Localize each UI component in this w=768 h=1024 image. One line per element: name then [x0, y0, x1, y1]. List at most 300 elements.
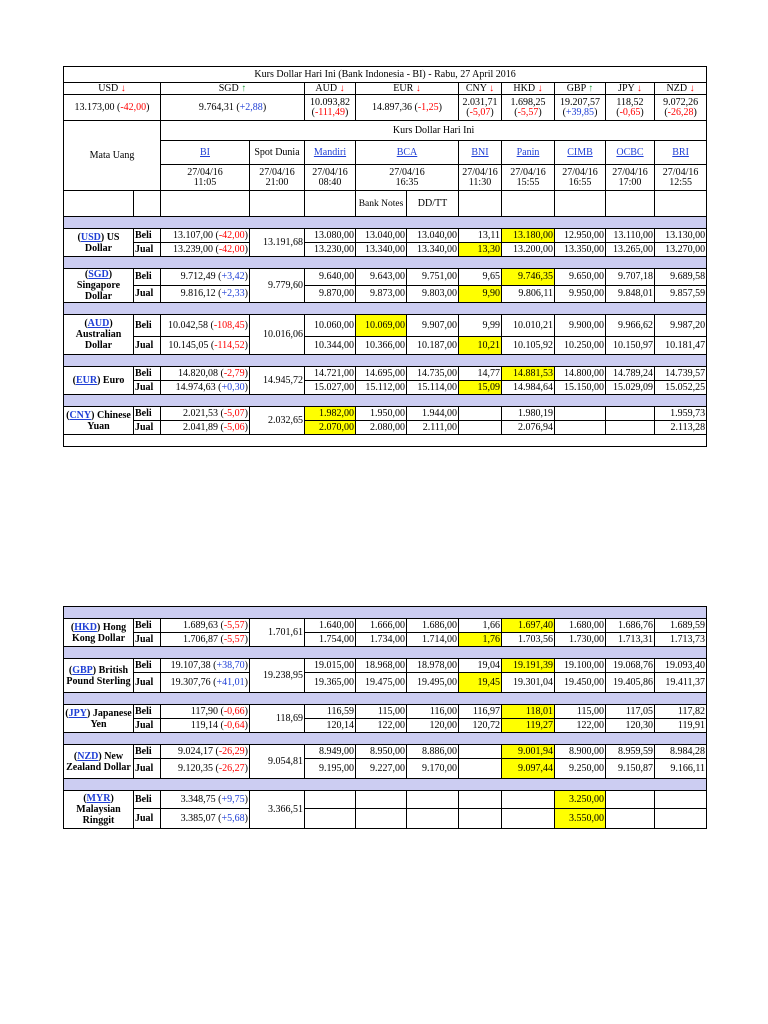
bank-link-bi[interactable]: BI	[200, 146, 210, 158]
bca-bn-beli-jpy: 115,00	[356, 705, 407, 719]
bank-date: 27/04/16	[312, 166, 348, 178]
mandiri-beli-hkd: 1.640,00	[305, 619, 356, 633]
currency-name-sgd: (SGD) Singapore Dollar	[64, 269, 134, 303]
summary-code: USD	[98, 82, 119, 94]
cimb-jual-usd: 13.350,00	[555, 243, 606, 257]
bi-rate: 13.107,00	[172, 229, 213, 241]
cimb-jual-nzd: 9.250,00	[555, 759, 606, 779]
bca-bn-beli-nzd: 8.950,00	[356, 745, 407, 759]
bank-label-spot-dunia: Spot Dunia	[254, 146, 300, 158]
summary-code: AUD	[315, 82, 338, 94]
summary-change: -1,25	[417, 101, 439, 113]
summary-change: -111,49	[314, 106, 346, 118]
bank-link-panin[interactable]: Panin	[516, 146, 540, 158]
bank-date: 27/04/16	[389, 166, 425, 178]
bi-rate: 9.120,35	[177, 762, 213, 774]
currency-full-name: Japanese Yen	[90, 707, 132, 730]
bank-time-panin	[502, 165, 555, 191]
bi-jual-sgd: 9.816,12 (+2,33)	[161, 286, 250, 303]
beli-label: Beli	[134, 659, 161, 673]
table-subtitle: Kurs Dollar Hari Ini	[161, 121, 707, 141]
summary-gbp	[555, 83, 606, 95]
bank-date: 27/04/16	[462, 166, 498, 178]
bi-beli-myr: 3.348,75 (+9,75)	[161, 791, 250, 809]
bca-tt-beli-nzd: 8.886,00	[407, 745, 459, 759]
bank-header-panin	[502, 141, 555, 165]
mandiri-beli-gbp: 19.015,00	[305, 659, 356, 673]
summary-cny	[459, 83, 502, 95]
bca-tt-beli-usd: 13.040,00	[407, 229, 459, 243]
mandiri-beli-sgd: 9.640,00	[305, 269, 356, 286]
bca-bn-beli-cny: 1.950,00	[356, 407, 407, 421]
bri-jual-eur: 15.052,25	[655, 381, 707, 395]
mandiri-jual-usd: 13.230,00	[305, 243, 356, 257]
panin-jual-nzd: 9.097,44	[502, 759, 555, 779]
bri-beli-eur: 14.739,57	[655, 367, 707, 381]
bank-link-cimb[interactable]: CIMB	[567, 146, 593, 158]
bca-tt-jual-jpy: 120,00	[407, 719, 459, 733]
summary-change: -5,07	[469, 106, 491, 118]
currency-link-jpy[interactable]: JPY	[68, 707, 87, 719]
bni-beli-gbp: 19,04	[459, 659, 502, 673]
bni-beli-aud: 9,99	[459, 315, 502, 337]
bank-date: 27/04/16	[612, 166, 648, 178]
bca-tt-jual-sgd: 9.803,00	[407, 286, 459, 303]
currency-full-name: Australian Dollar	[75, 329, 122, 351]
ocbc-beli-gbp: 19.068,76	[606, 659, 655, 673]
mandiri-beli-myr	[305, 791, 356, 809]
separator-row	[64, 395, 707, 407]
arrow-down-icon: ↓	[120, 82, 126, 94]
bca-bn-beli-usd: 13.040,00	[356, 229, 407, 243]
bi-change: +5,68	[221, 812, 245, 824]
currency-row-myr-jual	[64, 809, 707, 829]
summary-value-usd: 13.173,00 (-42,00)	[64, 95, 161, 121]
bank-link-bca[interactable]: BCA	[396, 146, 418, 158]
summary-sgd	[161, 83, 305, 95]
cimb-jual-sgd: 9.950,00	[555, 286, 606, 303]
bni-beli-nzd	[459, 745, 502, 759]
arrow-up-icon: ↑	[588, 82, 594, 94]
arrow-down-icon: ↓	[689, 82, 695, 94]
bca-bn-beli-sgd: 9.643,00	[356, 269, 407, 286]
separator-row	[64, 647, 707, 659]
bni-jual-sgd: 9,90	[459, 286, 502, 303]
currency-row-hkd-jual	[64, 633, 707, 647]
bri-beli-nzd: 8.984,28	[655, 745, 707, 759]
bi-jual-gbp: 19.307,76 (+41,01)	[161, 673, 250, 693]
bi-rate: 9.712,49	[180, 271, 216, 282]
bi-change: -2,79	[223, 367, 245, 379]
bi-rate: 14.820,08	[177, 367, 218, 379]
bca-bn-jual-nzd: 9.227,00	[356, 759, 407, 779]
bank-link-bri[interactable]: BRI	[672, 146, 689, 158]
summary-change: +2,88	[239, 101, 263, 113]
bca-tt-beli-gbp: 18.978,00	[407, 659, 459, 673]
bca-bn-beli-eur: 14.695,00	[356, 367, 407, 381]
mandiri-jual-nzd: 9.195,00	[305, 759, 356, 779]
bri-jual-aud: 10.181,47	[655, 337, 707, 355]
summary-value-jpy: 118,52 (-0,65)	[606, 95, 655, 121]
bca-tt-jual-myr	[407, 809, 459, 829]
spot-dunia-cny: 2.032,65	[250, 407, 305, 435]
panin-jual-aud: 10.105,92	[502, 337, 555, 355]
summary-change: -42,00	[120, 101, 147, 113]
currency-full-name: British Pound Sterling	[66, 664, 131, 687]
ocbc-beli-jpy: 117,05	[606, 705, 655, 719]
arrow-down-icon: ↓	[489, 82, 495, 94]
bri-beli-sgd: 9.689,58	[655, 269, 707, 286]
bi-change: +3,42	[221, 271, 245, 282]
bi-rate: 1.706,87	[182, 633, 218, 645]
bank-time: 08:40	[318, 176, 342, 188]
beli-label: Beli	[134, 367, 161, 381]
bi-beli-aud: 10.042,58 (-108,45)	[161, 315, 250, 337]
bca-tt-jual-eur: 15.114,00	[407, 381, 459, 395]
arrow-down-icon: ↓	[415, 82, 421, 94]
bi-beli-gbp: 19.107,38 (+38,70)	[161, 659, 250, 673]
summary-rate: 2.031,71	[462, 96, 498, 108]
bca-bn-jual-jpy: 122,00	[356, 719, 407, 733]
mandiri-beli-usd: 13.080,00	[305, 229, 356, 243]
currency-link-aud[interactable]: AUD	[87, 318, 110, 329]
ocbc-beli-sgd: 9.707,18	[606, 269, 655, 286]
bca-bn-beli-hkd: 1.666,00	[356, 619, 407, 633]
currency-full-name: Euro	[102, 375, 125, 386]
mandiri-beli-cny: 1.982,00	[305, 407, 356, 421]
bni-beli-myr	[459, 791, 502, 809]
currency-link-usd[interactable]: USD	[80, 231, 101, 243]
currency-full-name: New Zealand Dollar	[66, 750, 131, 773]
bi-change: +2,33	[221, 288, 245, 299]
bni-jual-jpy: 120,72	[459, 719, 502, 733]
summary-change: -0,65	[619, 106, 641, 118]
ocbc-jual-aud: 10.150,97	[606, 337, 655, 355]
mandiri-jual-hkd: 1.754,00	[305, 633, 356, 647]
bank-link-ocbc[interactable]: OCBC	[616, 146, 644, 158]
bank-header-mandiri	[305, 141, 356, 165]
bri-beli-cny: 1.959,73	[655, 407, 707, 421]
currency-name-myr: (MYR) Malaysian Ringgit	[64, 791, 134, 829]
currency-row-gbp-beli	[64, 659, 707, 673]
cimb-beli-cny	[555, 407, 606, 421]
summary-value-hkd: 1.698,25 (-5,57)	[502, 95, 555, 121]
currency-row-cny-jual	[64, 421, 707, 435]
currency-row-sgd-beli	[64, 269, 707, 286]
ocbc-jual-eur: 15.029,09	[606, 381, 655, 395]
bca-tt-jual-nzd: 9.170,00	[407, 759, 459, 779]
bni-beli-eur: 14,77	[459, 367, 502, 381]
currency-link-sgd[interactable]: SGD	[88, 269, 109, 280]
bi-jual-usd: 13.239,00 (-42,00)	[161, 243, 250, 257]
bca-bn-jual-gbp: 19.475,00	[356, 673, 407, 693]
currency-row-eur-jual	[64, 381, 707, 395]
bi-jual-myr: 3.385,07 (+5,68)	[161, 809, 250, 829]
currency-row-cny-beli	[64, 407, 707, 421]
ocbc-beli-cny	[606, 407, 655, 421]
bri-jual-jpy: 119,91	[655, 719, 707, 733]
separator-cell	[64, 303, 707, 315]
currency-name-jpy: (JPY) Japanese Yen	[64, 705, 134, 733]
bi-rate: 9.024,17	[177, 745, 213, 757]
bank-time-bni	[459, 165, 502, 191]
bi-rate: 3.385,07	[180, 812, 216, 824]
bi-change: -5,57	[223, 619, 245, 631]
bi-change: -42,00	[218, 229, 245, 241]
currency-link-cny[interactable]: CNY	[69, 409, 92, 421]
summary-value-sgd: 9.764,31 (+2,88)	[161, 95, 305, 121]
bi-change: -42,00	[218, 243, 245, 255]
bank-time: 11:05	[193, 176, 217, 188]
bni-jual-eur: 15,09	[459, 381, 502, 395]
summary-change: -26,28	[667, 106, 694, 118]
bank-time-spot-dunia	[250, 165, 305, 191]
bca-tt-beli-aud: 9.907,00	[407, 315, 459, 337]
summary-usd	[64, 83, 161, 95]
spot-dunia-hkd: 1.701,61	[250, 619, 305, 647]
mandiri-jual-aud: 10.344,00	[305, 337, 356, 355]
bi-jual-jpy: 119,14 (-0,64)	[161, 719, 250, 733]
cimb-beli-jpy: 115,00	[555, 705, 606, 719]
mandiri-beli-nzd: 8.949,00	[305, 745, 356, 759]
summary-eur	[356, 83, 459, 95]
panin-beli-aud: 10.010,21	[502, 315, 555, 337]
spot-dunia-myr: 3.366,51	[250, 791, 305, 829]
bi-jual-hkd: 1.706,87 (-5,57)	[161, 633, 250, 647]
bi-change: -5,57	[223, 633, 245, 645]
ocbc-jual-sgd: 9.848,01	[606, 286, 655, 303]
cimb-jual-hkd: 1.730,00	[555, 633, 606, 647]
bi-rate: 13.239,00	[172, 243, 213, 255]
panin-beli-eur: 14.881,53	[502, 367, 555, 381]
jual-label: Jual	[134, 719, 161, 733]
summary-rate: 118,52	[616, 96, 644, 108]
summary-code: EUR	[393, 82, 414, 94]
cimb-beli-myr: 3.250,00	[555, 791, 606, 809]
mandiri-beli-aud: 10.060,00	[305, 315, 356, 337]
separator-row	[64, 733, 707, 745]
cimb-jual-gbp: 19.450,00	[555, 673, 606, 693]
bank-header-ocbc	[606, 141, 655, 165]
cimb-jual-cny	[555, 421, 606, 435]
bca-bn-beli-myr	[356, 791, 407, 809]
panin-jual-myr	[502, 809, 555, 829]
bri-jual-gbp: 19.411,37	[655, 673, 707, 693]
bi-rate: 2.041,89	[182, 421, 218, 433]
bank-times-row	[64, 165, 707, 191]
currency-row-aud-jual	[64, 337, 707, 355]
trailing-empty-cell	[64, 435, 707, 447]
cimb-beli-hkd: 1.680,00	[555, 619, 606, 633]
bi-beli-jpy: 117,90 (-0,66)	[161, 705, 250, 719]
cimb-beli-eur: 14.800,00	[555, 367, 606, 381]
bni-beli-hkd: 1,66	[459, 619, 502, 633]
bank-header-cimb	[555, 141, 606, 165]
currency-link-myr[interactable]: MYR	[86, 793, 111, 804]
currency-link-nzd[interactable]: NZD	[77, 750, 99, 762]
currency-link-hkd[interactable]: HKD	[74, 621, 97, 633]
summary-value-cny: 2.031,71 (-5,07)	[459, 95, 502, 121]
bca-tt-beli-jpy: 116,00	[407, 705, 459, 719]
bank-date: 27/04/16	[662, 166, 699, 178]
ocbc-beli-eur: 14.789,24	[606, 367, 655, 381]
currency-name-aud: (AUD) Australian Dollar	[64, 315, 134, 355]
ocbc-jual-usd: 13.265,00	[606, 243, 655, 257]
ocbc-jual-gbp: 19.405,86	[606, 673, 655, 693]
currency-row-jpy-jual	[64, 719, 707, 733]
bi-rate: 2.021,53	[182, 407, 218, 419]
bank-header-bri	[655, 141, 707, 165]
panin-jual-jpy: 119,27	[502, 719, 555, 733]
summary-value-aud: 10.093,82 (-111,49)	[305, 95, 356, 121]
spot-dunia-gbp: 19.238,95	[250, 659, 305, 693]
spot-dunia-nzd: 9.054,81	[250, 745, 305, 779]
bank-time-ocbc	[606, 165, 655, 191]
currency-row-aud-beli	[64, 315, 707, 337]
bi-change: +38,70	[216, 659, 245, 671]
bri-beli-usd: 13.130,00	[655, 229, 707, 243]
bri-jual-hkd: 1.713,73	[655, 633, 707, 647]
arrow-down-icon: ↓	[636, 82, 642, 94]
ocbc-beli-nzd: 8.959,59	[606, 745, 655, 759]
bank-time-mandiri	[305, 165, 356, 191]
bank-time-bca	[356, 165, 459, 191]
separator-row	[64, 607, 707, 619]
bi-jual-nzd: 9.120,35 (-26,27)	[161, 759, 250, 779]
bi-beli-sgd: 9.712,49 (+3,42)	[161, 269, 250, 286]
mandiri-beli-jpy: 116,59	[305, 705, 356, 719]
bri-jual-nzd: 9.166,11	[655, 759, 707, 779]
separator-row	[64, 257, 707, 269]
bi-jual-eur: 14.974,63 (+0,30)	[161, 381, 250, 395]
spot-dunia-jpy: 118,69	[250, 705, 305, 733]
bi-jual-cny: 2.041,89 (-5,06)	[161, 421, 250, 435]
currency-full-name: Singapore Dollar	[76, 280, 121, 302]
summary-hkd	[502, 83, 555, 95]
ocbc-jual-cny	[606, 421, 655, 435]
currency-row-myr-beli	[64, 791, 707, 809]
currency-name-hkd: (HKD) Hong Kong Dollar	[64, 619, 134, 647]
bca-bn-jual-sgd: 9.873,00	[356, 286, 407, 303]
currency-row-jpy-beli	[64, 705, 707, 719]
bri-beli-aud: 9.987,20	[655, 315, 707, 337]
currency-name-eur: (EUR) Euro	[64, 367, 134, 395]
summary-values-row	[64, 95, 707, 121]
bi-change: +41,01	[216, 676, 245, 688]
bank-date: 27/04/16	[187, 166, 223, 178]
bi-beli-nzd: 9.024,17 (-26,29)	[161, 745, 250, 759]
kurs-table-page2	[63, 606, 707, 829]
bank-time-bi	[161, 165, 250, 191]
separator-cell	[64, 355, 707, 367]
bri-jual-usd: 13.270,00	[655, 243, 707, 257]
bank-link-bni[interactable]: BNI	[471, 146, 489, 158]
summary-rate: 19.207,57	[560, 96, 600, 108]
separator-cell	[64, 733, 707, 745]
arrow-up-icon: ↑	[241, 82, 247, 94]
currency-link-eur[interactable]: EUR	[75, 375, 98, 386]
beli-label: Beli	[134, 269, 161, 286]
summary-code: CNY	[465, 82, 487, 94]
bni-jual-usd: 13,30	[459, 243, 502, 257]
panin-jual-hkd: 1.703,56	[502, 633, 555, 647]
bank-names-row	[64, 141, 707, 165]
bri-beli-jpy: 117,82	[655, 705, 707, 719]
beli-label: Beli	[134, 619, 161, 633]
bi-rate: 117,90	[190, 705, 218, 717]
jual-label: Jual	[134, 809, 161, 829]
bi-change: -108,45	[213, 319, 245, 331]
panin-beli-usd: 13.180,00	[502, 229, 555, 243]
summary-value-gbp: 19.207,57 (+39,85)	[555, 95, 606, 121]
bi-jual-aud: 10.145,05 (-114,52)	[161, 337, 250, 355]
summary-nzd	[655, 83, 707, 95]
cimb-jual-aud: 10.250,00	[555, 337, 606, 355]
bri-jual-sgd: 9.857,59	[655, 286, 707, 303]
currency-full-name: Hong Kong Dollar	[71, 621, 127, 644]
summary-rate: 1.698,25	[510, 96, 546, 108]
bri-beli-gbp: 19.093,40	[655, 659, 707, 673]
beli-label: Beli	[134, 745, 161, 759]
bi-rate: 1.689,63	[182, 619, 218, 631]
currency-full-name: Malaysian Ringgit	[76, 804, 121, 826]
summary-rate: 14.897,36	[371, 101, 412, 113]
dd-tt-header: DD/TT	[407, 191, 459, 217]
summary-code: NZD	[666, 82, 688, 94]
spot-dunia-usd: 13.191,68	[250, 229, 305, 257]
bank-link-mandiri[interactable]: Mandiri	[313, 146, 347, 158]
summary-value-eur: 14.897,36 (-1,25)	[356, 95, 459, 121]
bi-rate: 119,14	[190, 719, 218, 731]
separator-cell	[64, 647, 707, 659]
spot-dunia-aud: 10.016,06	[250, 315, 305, 355]
bca-tt-beli-eur: 14.735,00	[407, 367, 459, 381]
cimb-beli-gbp: 19.100,00	[555, 659, 606, 673]
currency-link-gbp[interactable]: GBP	[72, 664, 93, 676]
bca-tt-beli-hkd: 1.686,00	[407, 619, 459, 633]
separator-cell	[64, 395, 707, 407]
bni-jual-aud: 10,21	[459, 337, 502, 355]
bi-change: -26,27	[218, 762, 245, 774]
beli-label: Beli	[134, 705, 161, 719]
bank-time: 17:00	[618, 176, 642, 188]
separator-cell	[64, 779, 707, 791]
bank-time: 15:55	[516, 176, 540, 188]
cimb-jual-eur: 15.150,00	[555, 381, 606, 395]
mata-uang-header: Mata Uang	[64, 121, 161, 191]
currency-name-usd: (USD) US Dollar	[64, 229, 134, 257]
beli-label: Beli	[134, 229, 161, 243]
mandiri-jual-sgd: 9.870,00	[305, 286, 356, 303]
bca-tt-jual-usd: 13.340,00	[407, 243, 459, 257]
panin-beli-gbp: 19.191,39	[502, 659, 555, 673]
bi-rate: 19.107,38	[170, 659, 211, 671]
panin-jual-gbp: 19.301,04	[502, 673, 555, 693]
bca-tt-jual-hkd: 1.714,00	[407, 633, 459, 647]
currency-row-nzd-jual	[64, 759, 707, 779]
currency-name-cny: (CNY) Chinese Yuan	[64, 407, 134, 435]
bni-jual-myr	[459, 809, 502, 829]
bca-bn-jual-aud: 10.366,00	[356, 337, 407, 355]
jual-label: Jual	[134, 243, 161, 257]
arrow-down-icon: ↓	[339, 82, 345, 94]
separator-row	[64, 355, 707, 367]
jual-label: Jual	[134, 421, 161, 435]
summary-code: SGD	[218, 82, 239, 94]
bca-tt-jual-cny: 2.111,00	[407, 421, 459, 435]
summary-value-nzd: 9.072,26 (-26,28)	[655, 95, 707, 121]
jual-label: Jual	[134, 633, 161, 647]
